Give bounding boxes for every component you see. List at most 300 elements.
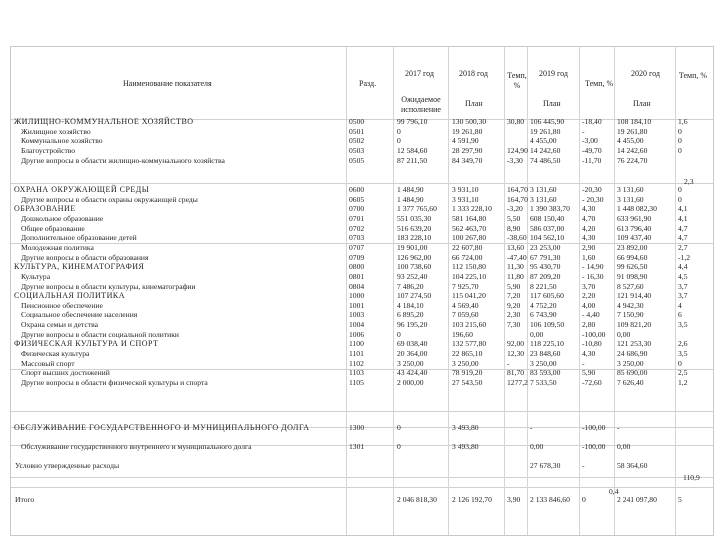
table-row xyxy=(11,359,713,369)
cell-d: 23 253,00 xyxy=(530,242,561,252)
cell-b: 2 126 192,70 xyxy=(452,495,492,504)
cell-e: -10,80 xyxy=(582,339,602,349)
cell-e: -72,60 xyxy=(582,378,602,387)
cell-g: 6 xyxy=(678,310,682,320)
cell-c: 8,90 xyxy=(507,223,521,233)
cell-g: 3,5 xyxy=(678,349,688,359)
cell-d: 8 221,50 xyxy=(530,281,557,291)
cell-e: -100,00 xyxy=(582,423,606,432)
cell-e: -49,70 xyxy=(582,145,602,155)
cell-f: 24 686,90 xyxy=(617,349,648,359)
cell-c: 12,30 xyxy=(507,349,525,359)
cell-f: 3 250,00 xyxy=(617,358,644,368)
cell-g: 0 xyxy=(678,136,682,146)
row-name: ОХРАНА ОКРУЖАЮЩЕЙ СРЕДЫ xyxy=(14,185,150,194)
extra-value: 0,4 xyxy=(609,487,619,496)
table-row xyxy=(11,224,713,234)
row-name: Итого xyxy=(15,495,35,504)
cell-d: 3 250,00 xyxy=(530,358,557,368)
cell-b: 28 297,90 xyxy=(452,145,483,155)
cell-b: 562 463,70 xyxy=(452,223,487,233)
cell-d: 67 791,30 xyxy=(530,252,561,262)
table-row xyxy=(11,204,713,214)
cell-f: 121 914,40 xyxy=(617,291,652,301)
cell-f: 109 821,20 xyxy=(617,320,652,330)
cell-f: 91 098,90 xyxy=(617,271,648,281)
cell-a: 7 486,20 xyxy=(397,281,424,291)
cell-a: 1 377 765,60 xyxy=(397,204,437,214)
row-name: Дошкольное образование xyxy=(21,213,104,223)
cell-c: 13,60 xyxy=(507,242,525,252)
cell-c: 7,30 xyxy=(507,320,521,330)
row-name: СОЦИАЛЬНАЯ ПОЛИТИКА xyxy=(14,291,125,301)
cell-d: 118 225,10 xyxy=(530,339,564,349)
cell-a: 0 xyxy=(397,126,401,136)
cell-e: 2,20 xyxy=(582,291,596,301)
cell-code: 0605 xyxy=(349,194,365,204)
header-2018: 2018 год xyxy=(459,69,488,78)
cell-f: 0,00 xyxy=(617,329,631,339)
cell-a: 43 424,40 xyxy=(397,368,428,378)
cell-c: 3,90 xyxy=(507,495,521,504)
cell-code: 1003 xyxy=(349,310,365,320)
cell-code: 1102 xyxy=(349,358,364,368)
cell-f: - xyxy=(617,423,620,432)
table-row xyxy=(11,330,713,340)
cell-c: -3,20 xyxy=(507,204,523,214)
cell-c: 5,90 xyxy=(507,281,521,291)
cell-code: 0709 xyxy=(349,252,365,262)
cell-f: 66 994,60 xyxy=(617,252,648,262)
budget-table xyxy=(10,46,714,536)
cell-b: 3 250,00 xyxy=(452,358,479,368)
row-name: Физическая культура xyxy=(21,349,90,359)
cell-a: 100 738,60 xyxy=(397,262,432,272)
cell-d: - xyxy=(530,423,533,432)
cell-d: 104 562,10 xyxy=(530,233,565,243)
cell-f: 4 942,30 xyxy=(617,300,644,310)
cell-d: 1 390 383,70 xyxy=(530,204,570,214)
cell-e: -18,40 xyxy=(582,117,602,126)
cell-d: 74 486,50 xyxy=(530,155,561,165)
cell-code: 0600 xyxy=(349,185,365,194)
header-growth-3: Темп, % xyxy=(678,71,708,80)
table-body xyxy=(11,47,713,535)
cell-c: 11,30 xyxy=(507,262,524,272)
cell-c: -47,40 xyxy=(507,252,527,262)
cell-c: 7,20 xyxy=(507,291,521,301)
cell-b: 196,60 xyxy=(452,329,473,339)
cell-b: 27 543,50 xyxy=(452,378,483,387)
cell-g: -1,2 xyxy=(678,252,691,262)
header-name: Наименование показателя xyxy=(123,79,212,88)
row-name: Другие вопросы в области культуры, кинематографии xyxy=(21,281,196,291)
row-name: Другие вопросы в области социальной политики xyxy=(21,329,179,339)
cell-a: 4 184,10 xyxy=(397,300,424,310)
cell-c: 124,90 xyxy=(507,145,528,155)
cell-e: - 14,90 xyxy=(582,262,604,272)
cell-e: 3,70 xyxy=(582,281,596,291)
cell-e: - xyxy=(582,358,585,368)
row-name: Другие вопросы в области охраны окружающей среды xyxy=(21,194,198,204)
cell-code: 0701 xyxy=(349,213,365,223)
cell-b: 7 925,70 xyxy=(452,281,479,291)
header-2020: 2020 год xyxy=(631,69,660,78)
cell-g: 2,5 xyxy=(678,368,688,378)
cell-code: 1103 xyxy=(349,368,364,378)
cell-g: 4,5 xyxy=(678,271,688,281)
row-name: Массовый спорт xyxy=(21,358,75,368)
cell-f: 14 242,60 xyxy=(617,145,648,155)
header-section: Разд. xyxy=(359,79,377,88)
cell-e: 4,00 xyxy=(582,300,596,310)
cell-g: 3,7 xyxy=(678,281,688,291)
table-row xyxy=(11,423,713,433)
cell-g: 3,5 xyxy=(678,320,688,330)
cell-g: 2,7 xyxy=(678,242,688,252)
table-row xyxy=(11,310,713,320)
header-2019: 2019 год xyxy=(539,69,568,78)
row-name: Обслуживание государственного внутреннего и муниципального долга xyxy=(21,442,252,451)
cell-a: 3 250,00 xyxy=(397,358,424,368)
cell-d: 23 848,60 xyxy=(530,349,561,359)
row-name: Социальное обеспечение населения xyxy=(21,310,138,320)
cell-e: 4,20 xyxy=(582,223,596,233)
row-name: Другие вопросы в области образования xyxy=(21,252,149,262)
cell-e: -20,30 xyxy=(582,185,602,194)
cell-code: 1101 xyxy=(349,349,364,359)
cell-b: 132 577,80 xyxy=(452,339,487,349)
cell-g: 4,1 xyxy=(678,213,688,223)
cell-f: 85 690,00 xyxy=(617,368,648,378)
cell-f: 8 527,60 xyxy=(617,281,644,291)
cell-e: -3,00 xyxy=(582,136,598,146)
cell-e: 4,30 xyxy=(582,233,596,243)
cell-code: 1001 xyxy=(349,300,365,310)
row-name: Дополнительное образование детей xyxy=(21,233,137,243)
table-row xyxy=(11,156,713,166)
cell-g: 0 xyxy=(678,185,682,194)
cell-code: 1301 xyxy=(349,442,365,451)
table-row xyxy=(11,378,713,388)
cell-a: 126 962,00 xyxy=(397,252,432,262)
table-row xyxy=(11,442,713,452)
cell-a: 0 xyxy=(397,329,401,339)
cell-code: 1006 xyxy=(349,329,365,339)
cell-e: 1,60 xyxy=(582,252,596,262)
cell-b: 4 569,40 xyxy=(452,300,479,310)
cell-e: 4,70 xyxy=(582,213,596,223)
cell-b: 3 493,80 xyxy=(452,423,479,432)
cell-a: 1 484,90 xyxy=(397,194,424,204)
cell-a: 0 xyxy=(397,442,401,451)
cell-e: 4,30 xyxy=(582,204,596,214)
row-name: Общее образование xyxy=(21,223,85,233)
cell-c: 1277,2 xyxy=(507,378,528,387)
cell-b: 3 931,10 xyxy=(452,194,479,204)
cell-b: 3 931,10 xyxy=(452,185,479,194)
cell-c: 5,50 xyxy=(507,213,521,223)
cell-e: -100,00 xyxy=(582,329,606,339)
cell-d: 586 037,00 xyxy=(530,223,565,233)
row-name: Другие вопросы в области физической культуры и спорта xyxy=(21,378,208,387)
table-row xyxy=(11,262,713,272)
cell-a: 2 000,00 xyxy=(397,378,424,387)
header-plan-2018: План xyxy=(465,99,483,108)
cell-a: 96 195,20 xyxy=(397,320,428,330)
cell-code: 0800 xyxy=(349,262,365,272)
cell-code: 1105 xyxy=(349,378,364,387)
cell-b: 112 150,80 xyxy=(452,262,486,272)
cell-code: 0707 xyxy=(349,242,365,252)
row-name: Культура xyxy=(21,271,51,281)
cell-g: 4,7 xyxy=(678,233,688,243)
cell-code: 1300 xyxy=(349,423,365,432)
cell-f: 2 241 097,80 xyxy=(617,495,657,504)
table-row xyxy=(11,136,713,146)
cell-a: 107 274,50 xyxy=(397,291,432,301)
cell-b: 115 041,20 xyxy=(452,291,486,301)
cell-c: 92,00 xyxy=(507,339,525,349)
cell-f: 633 961,90 xyxy=(617,213,652,223)
cell-g: 5 xyxy=(678,495,682,504)
cell-a: 87 211,50 xyxy=(397,155,428,165)
cell-c: - xyxy=(507,358,510,368)
cell-c: 11,80 xyxy=(507,271,524,281)
cell-b: 3 493,80 xyxy=(452,442,479,451)
cell-b: 103 215,60 xyxy=(452,320,487,330)
cell-code: 1000 xyxy=(349,291,365,301)
cell-f: 7 150,90 xyxy=(617,310,644,320)
cell-a: 12 584,60 xyxy=(397,145,428,155)
cell-f: 121 253,30 xyxy=(617,339,652,349)
cell-a: 19 901,00 xyxy=(397,242,428,252)
row-name: ОБСЛУЖИВАНИЕ ГОСУДАРСТВЕННОГО И МУНИЦИПАЛЬНОГО ДОЛГА xyxy=(14,423,310,432)
header-expected: Ожидаемое исполнение xyxy=(401,95,441,114)
cell-g: 4 xyxy=(678,300,682,310)
cell-d: 106 445,90 xyxy=(530,117,565,126)
cell-b: 66 724,00 xyxy=(452,252,483,262)
table-row xyxy=(11,127,713,137)
cell-a: 69 038,40 xyxy=(397,339,428,349)
cell-d: 4 752,20 xyxy=(530,300,557,310)
cell-e: -100,00 xyxy=(582,442,606,451)
cell-a: 0 xyxy=(397,136,401,146)
table-row xyxy=(11,495,713,505)
cell-g: 2,6 xyxy=(678,339,688,349)
cell-code: 0502 xyxy=(349,136,365,146)
cell-b: 19 261,80 xyxy=(452,126,483,136)
table-row xyxy=(11,117,713,127)
cell-a: 1 484,90 xyxy=(397,185,424,194)
cell-c: 2,30 xyxy=(507,310,521,320)
cell-e: 0 xyxy=(582,495,586,504)
cell-b: 4 591,90 xyxy=(452,136,479,146)
cell-d: 0,00 xyxy=(530,442,544,451)
cell-e: - 16,30 xyxy=(582,271,604,281)
cell-c: 81,70 xyxy=(507,368,525,378)
table-row xyxy=(11,368,713,378)
cell-f: 1 448 082,30 xyxy=(617,204,657,214)
cell-code: 0501 xyxy=(349,126,365,136)
row-name: Охрана семьи и детства xyxy=(21,320,98,330)
table-row xyxy=(11,195,713,205)
table-row xyxy=(11,282,713,292)
header-plan-2019: План xyxy=(543,99,561,108)
cell-d: 608 150,40 xyxy=(530,213,565,223)
cell-g: 0 xyxy=(678,145,682,155)
cell-b: 104 225,10 xyxy=(452,271,487,281)
cell-code: 0500 xyxy=(349,117,365,126)
header-growth-2: Темп, % xyxy=(585,79,614,88)
cell-d: 87 209,20 xyxy=(530,271,561,281)
cell-g: 0 xyxy=(678,194,682,204)
cell-g: 0 xyxy=(678,126,682,136)
header-plan-2020: План xyxy=(633,99,651,108)
cell-code: 0503 xyxy=(349,145,365,155)
cell-f: 3 131,60 xyxy=(617,185,644,194)
cell-d: 7 533,50 xyxy=(530,378,557,387)
cell-c: -38,60 xyxy=(507,233,527,243)
cell-d: 2 133 846,60 xyxy=(530,495,570,504)
cell-f: 3 131,60 xyxy=(617,194,644,204)
row-name: Благоустройство xyxy=(21,145,76,155)
cell-b: 22 865,10 xyxy=(452,349,483,359)
table-row xyxy=(11,214,713,224)
row-name: КУЛЬТУРА, КИНЕМАТОГРАФИЯ xyxy=(14,262,145,272)
cell-g: 4,1 xyxy=(678,204,688,214)
table-row xyxy=(11,291,713,301)
cell-code: 0801 xyxy=(349,271,365,281)
cell-e: 5,90 xyxy=(582,368,596,378)
cell-d: 95 430,70 xyxy=(530,262,561,272)
cell-f: 58 364,60 xyxy=(617,461,648,470)
cell-g: 4,4 xyxy=(678,262,688,272)
header-growth-1: Темп, % xyxy=(507,71,527,90)
cell-d: 27 678,30 xyxy=(530,461,561,470)
extra-value: 110,9 xyxy=(683,473,700,482)
cell-d: 14 242,60 xyxy=(530,145,561,155)
cell-a: 93 252,40 xyxy=(397,271,428,281)
cell-code: 0505 xyxy=(349,155,365,165)
cell-f: 0,00 xyxy=(617,442,631,451)
cell-f: 613 796,40 xyxy=(617,223,652,233)
table-row xyxy=(11,339,713,349)
table-row xyxy=(11,349,713,359)
cell-d: 0,00 xyxy=(530,329,544,339)
table-row xyxy=(11,233,713,243)
cell-d: 3 131,60 xyxy=(530,194,557,204)
table-row xyxy=(11,253,713,263)
row-name: ОБРАЗОВАНИЕ xyxy=(14,204,76,214)
cell-b: 100 267,80 xyxy=(452,233,487,243)
cell-g: 3,7 xyxy=(678,291,688,301)
cell-c: 30,80 xyxy=(507,117,525,126)
cell-e: - 20,30 xyxy=(582,194,604,204)
cell-g: 4,7 xyxy=(678,223,688,233)
cell-b: 581 164,80 xyxy=(452,213,487,223)
cell-b: 1 333 228,10 xyxy=(452,204,492,214)
cell-f: 99 626,50 xyxy=(617,262,648,272)
cell-a: 516 639,20 xyxy=(397,223,432,233)
cell-code: 1004 xyxy=(349,320,365,330)
cell-e: 2,90 xyxy=(582,242,596,252)
row-name: Молодежная политика xyxy=(21,242,94,252)
cell-d: 3 131,60 xyxy=(530,185,557,194)
header-2017: 2017 год xyxy=(405,69,434,78)
cell-f: 76 224,70 xyxy=(617,155,648,165)
cell-e: -11,70 xyxy=(582,155,602,165)
cell-f: 7 626,40 xyxy=(617,378,644,387)
row-name: Другие вопросы в области жилищно-коммунального хозяйства xyxy=(21,155,225,165)
cell-a: 551 035,30 xyxy=(397,213,432,223)
cell-a: 20 364,00 xyxy=(397,349,428,359)
table-row xyxy=(11,185,713,195)
cell-code: 0804 xyxy=(349,281,365,291)
cell-c: 164,70 xyxy=(507,185,528,194)
cell-code: 1100 xyxy=(349,339,364,349)
table-row xyxy=(11,146,713,156)
row-name: Условно утвержденные расходы xyxy=(15,461,120,470)
cell-b: 7 059,60 xyxy=(452,310,479,320)
cell-b: 22 607,80 xyxy=(452,242,483,252)
cell-d: 6 743,90 xyxy=(530,310,557,320)
cell-c: -3,30 xyxy=(507,155,523,165)
cell-d: 19 261,80 xyxy=(530,126,561,136)
cell-code: 0703 xyxy=(349,233,365,243)
table-row xyxy=(11,243,713,253)
row-name: ФИЗИЧЕСКАЯ КУЛЬТУРА И СПОРТ xyxy=(14,339,159,349)
cell-a: 0 xyxy=(397,423,401,432)
cell-g: 1,6 xyxy=(678,117,688,126)
row-name: Пенсионное обеспечение xyxy=(21,300,103,310)
cell-a: 2 046 818,30 xyxy=(397,495,437,504)
cell-f: 4 455,00 xyxy=(617,136,644,146)
cell-f: 19 261,80 xyxy=(617,126,648,136)
cell-e: 2,80 xyxy=(582,320,596,330)
cell-f: 108 184,10 xyxy=(617,117,652,126)
cell-f: 23 892,00 xyxy=(617,242,648,252)
extra-value: 2,3 xyxy=(684,177,694,186)
cell-a: 183 228,10 xyxy=(397,233,432,243)
cell-code: 0702 xyxy=(349,223,365,233)
row-name: ЖИЛИЩНО-КОММУНАЛЬНОЕ ХОЗЯЙСТВО xyxy=(14,117,194,126)
cell-f: 109 437,40 xyxy=(617,233,652,243)
table-row xyxy=(11,461,713,471)
cell-b: 78 919,20 xyxy=(452,368,483,378)
cell-b: 130 500,30 xyxy=(452,117,487,126)
cell-g: 0 xyxy=(678,358,682,368)
cell-d: 83 593,00 xyxy=(530,368,561,378)
cell-e: - xyxy=(582,126,585,136)
cell-d: 117 605,60 xyxy=(530,291,564,301)
cell-c: 9,20 xyxy=(507,300,521,310)
cell-d: 4 455,00 xyxy=(530,136,557,146)
cell-b: 84 349,70 xyxy=(452,155,483,165)
table-row xyxy=(11,320,713,330)
cell-e: - 4,40 xyxy=(582,310,600,320)
cell-g: 1,2 xyxy=(678,378,688,387)
cell-a: 6 895,20 xyxy=(397,310,424,320)
cell-c: 164,70 xyxy=(507,194,528,204)
row-name: Коммунальное хозяйство xyxy=(21,136,103,146)
cell-d: 106 109,50 xyxy=(530,320,565,330)
row-name: Жилищное хозяйство xyxy=(21,126,91,136)
cell-a: 99 796,10 xyxy=(397,117,428,126)
cell-code: 0700 xyxy=(349,204,365,214)
table-row xyxy=(11,301,713,311)
cell-e: 4,30 xyxy=(582,349,596,359)
